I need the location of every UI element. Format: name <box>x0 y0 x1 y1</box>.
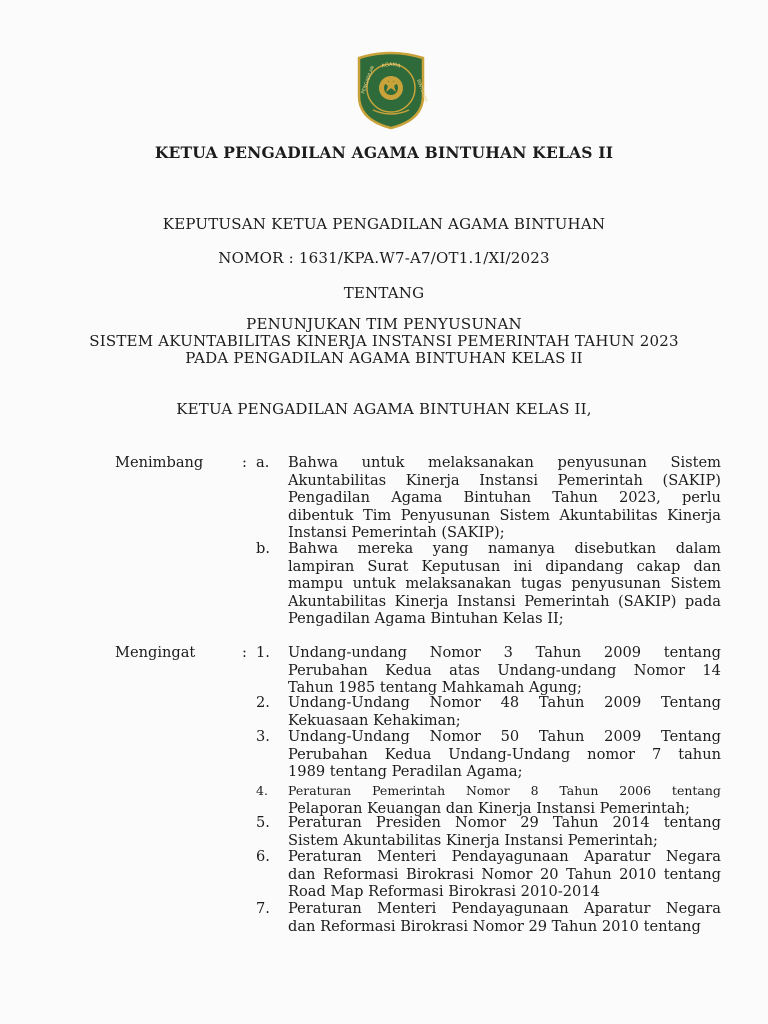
subject-line: PADA PENGADILAN AGAMA BINTUHAN KELAS II <box>185 349 583 367</box>
item-line: dan Reformasi Birokrasi Nomor 29 Tahun 2010 tentang <box>288 917 701 935</box>
item-line: Undang-Undang Nomor 48 Tahun 2009 Tentang <box>288 694 721 711</box>
decision-title: KEPUTUSAN KETUA PENGADILAN AGAMA BINTUHAN <box>162 215 606 233</box>
item-line: Sistem Akuntabilitas Kinerja Instansi Pemerintah; <box>288 831 658 849</box>
item-line: Instansi Pemerintah (SAKIP); <box>288 524 505 542</box>
item-text <box>288 454 721 542</box>
item-text <box>288 782 721 817</box>
item-line: Bahwa mereka yang namanya disebutkan dalam <box>288 540 721 557</box>
item-text <box>288 848 721 901</box>
court-emblem-icon <box>353 50 429 130</box>
item-number: 3. <box>256 728 270 745</box>
item-line: Pengadilan Agama Bintuhan Tahun 2023, perlu <box>288 489 721 507</box>
section-colon: : <box>242 454 247 471</box>
item-line: Perubahan Kedua atas Undang-undang Nomor 14 <box>288 661 721 679</box>
item-number: 6. <box>256 848 270 865</box>
subject-line: SISTEM AKUNTABILITAS KINERJA INSTANSI PEMERINTAH TAHUN 2023 <box>89 332 679 350</box>
about-heading: TENTANG <box>343 284 425 302</box>
item-line: Peraturan Menteri Pendayagunaan Aparatur Negara <box>288 900 721 917</box>
section-colon: : <box>242 644 247 661</box>
decree-number: NOMOR : 1631/KPA.W7-A7/OT1.1/XI/2023 <box>218 249 550 267</box>
item-line: dibentuk Tim Penyusunan Sistem Akuntabilitas Kinerja <box>288 506 721 524</box>
item-line: Road Map Reformasi Birokrasi 2010-2014 <box>288 883 600 901</box>
signatory-line: KETUA PENGADILAN AGAMA BINTUHAN KELAS II, <box>176 400 592 418</box>
emblem-text-left: PENGADILAN <box>361 65 376 95</box>
item-line: Pengadilan Agama Bintuhan Kelas II; <box>288 610 564 628</box>
item-number: 2. <box>256 694 270 711</box>
item-line: lampiran Surat Keputusan ini dipandang cakap dan <box>288 557 721 575</box>
item-line: Undang-Undang Nomor 50 Tahun 2009 Tentang <box>288 728 721 745</box>
item-line: 1989 tentang Peradilan Agama; <box>288 763 523 781</box>
item-line: Perubahan Kedua Undang-Undang nomor 7 tahun <box>288 745 721 763</box>
menimbang-label: Menimbang <box>115 454 204 471</box>
item-number: 4. <box>256 783 268 798</box>
item-number: 5. <box>256 814 270 831</box>
item-line: Undang-undang Nomor 3 Tahun 2009 tentang <box>288 644 721 661</box>
emblem-text-top: AGAMA <box>380 61 402 70</box>
subject-line: PENUNJUKAN TIM PENYUSUNAN <box>246 315 522 333</box>
org-title: KETUA PENGADILAN AGAMA BINTUHAN KELAS II <box>154 143 614 162</box>
item-line: Peraturan Presiden Nomor 29 Tahun 2014 tentang <box>288 814 721 831</box>
item-text <box>288 694 721 729</box>
item-text <box>288 814 721 849</box>
item-number: b. <box>256 540 270 557</box>
item-text <box>288 728 721 781</box>
item-line: Tahun 1985 tentang Mahkamah Agung; <box>288 679 582 697</box>
item-number: 7. <box>256 900 270 917</box>
item-number: 1. <box>256 644 270 661</box>
item-number: a. <box>256 454 270 471</box>
item-line: Akuntabilitas Kinerja Instansi Pemerintah (SAKIP) <box>288 471 721 489</box>
item-text <box>288 540 721 628</box>
emblem-text-right: BINTUHAN <box>415 78 428 103</box>
item-line: Peraturan Pemerintah Nomor 8 Tahun 2006 tentang <box>288 783 721 798</box>
item-line: mampu untuk melaksanakan tugas penyusunan Sistem <box>288 575 721 593</box>
item-line: Kekuasaan Kehakiman; <box>288 711 461 729</box>
item-line: Pelaporan Keuangan dan Kinerja Instansi Pemerintah; <box>288 799 690 817</box>
item-text <box>288 900 721 935</box>
subject-block <box>0 316 768 367</box>
item-line: Peraturan Menteri Pendayagunaan Aparatur Negara <box>288 848 721 865</box>
mengingat-label: Mengingat <box>115 644 196 661</box>
item-line: dan Reformasi Birokrasi Nomor 20 Tahun 2010 tentang <box>288 865 721 883</box>
item-line: Bahwa untuk melaksanakan penyusunan Sistem <box>288 454 721 471</box>
item-line: Akuntabilitas Kinerja Instansi Pemerintah (SAKIP) pada <box>288 592 721 610</box>
item-text <box>288 644 721 697</box>
